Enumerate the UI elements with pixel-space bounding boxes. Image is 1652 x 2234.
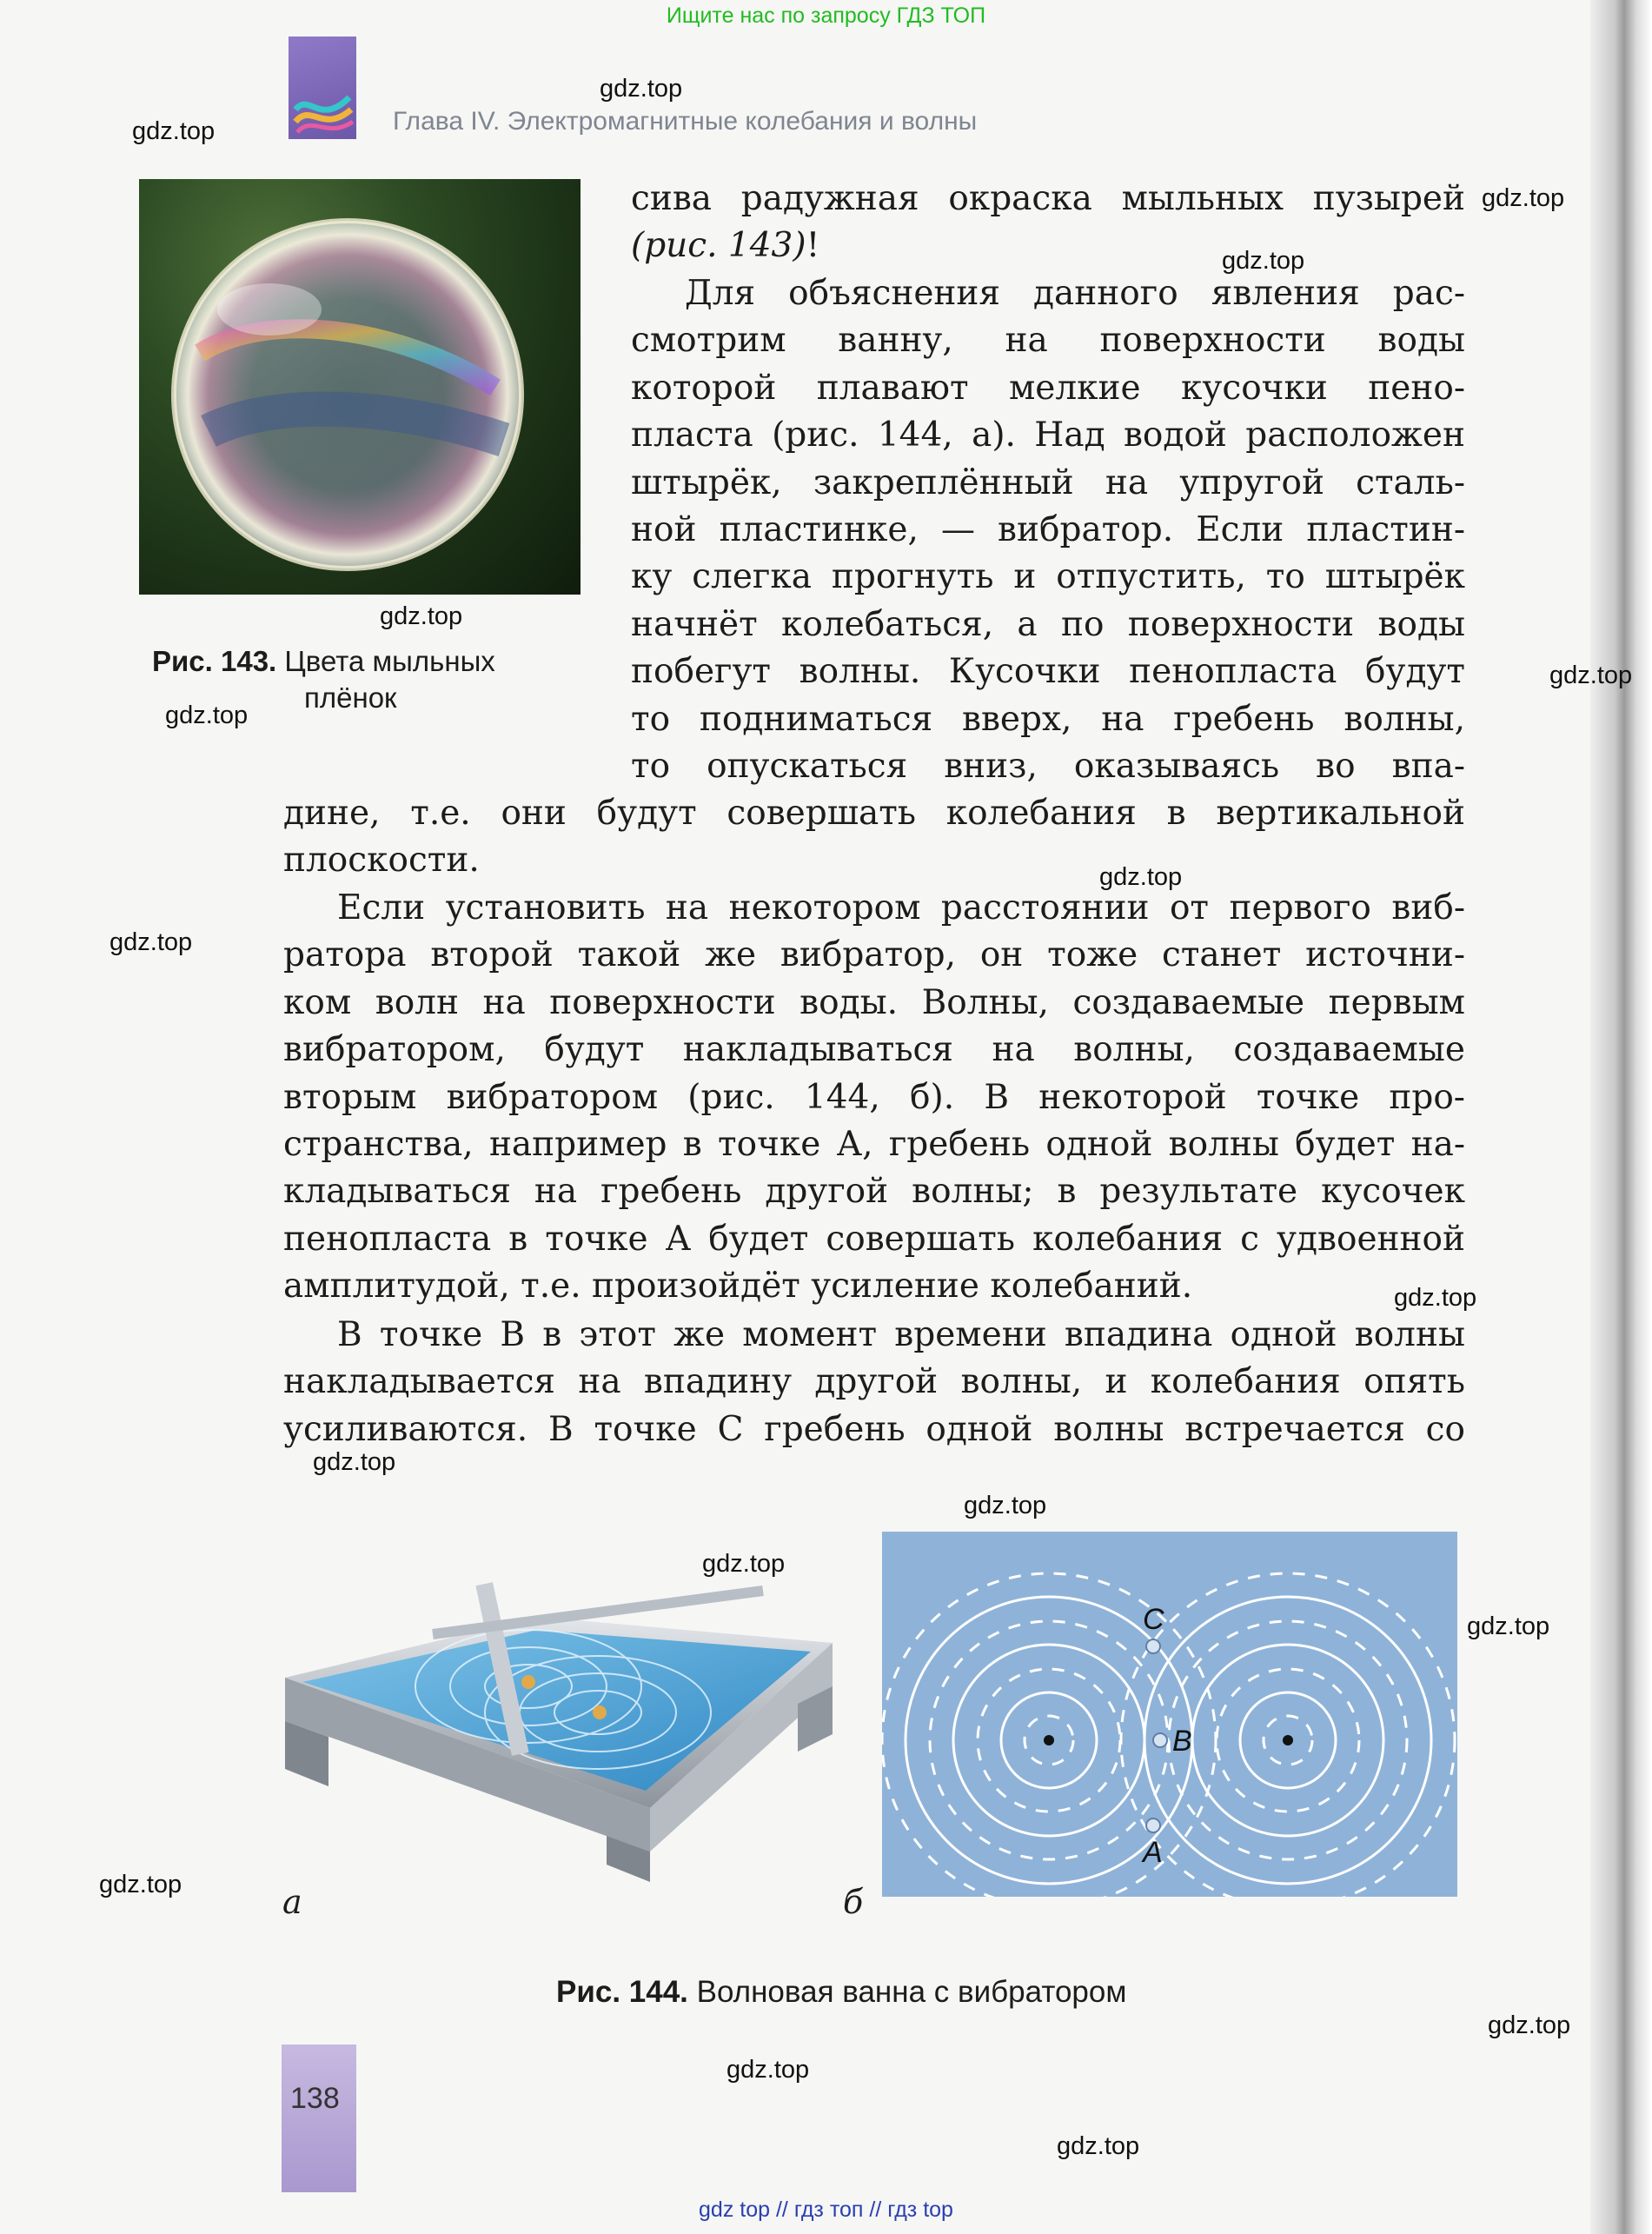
text-line: пласта (рис. 144, а). Над водой расположен [631, 416, 1465, 455]
text-line: Для объяснения данного явления рас- [685, 274, 1465, 313]
book-spine-shadow [1590, 0, 1652, 2234]
paragraph-3 [283, 885, 1465, 1311]
text-line: В точке В в этот же момент времени впадина одной волны [337, 1315, 1465, 1354]
watermark: gdz.top [600, 75, 683, 103]
chapter-title: Глава IV. Электромагнитные колебания и волны [393, 107, 978, 136]
figure-143-label: Рис. 143. [152, 645, 277, 677]
watermark: gdz.top [726, 2056, 810, 2084]
page-number-tab [282, 2045, 356, 2192]
watermark: gdz.top [1099, 863, 1183, 891]
watermark: gdz.top [1394, 1284, 1477, 1312]
paragraph-1 [631, 176, 1465, 270]
text-line: штырёк, закреплённый на упругой сталь- [631, 462, 1465, 502]
text-line: вибратором, будут накладываться на волны, создаваемые [283, 1030, 1465, 1070]
text-line: кладываться на гребень другой волны; в результате кусочек [283, 1172, 1465, 1212]
paragraph-2-lower [283, 790, 1465, 885]
text-line: сива радужная окраска мыльных пузырей [631, 179, 1465, 218]
watermark: gdz.top [702, 1550, 786, 1578]
footer-links[interactable]: gdz top // гдз топ // гдз top [699, 2197, 953, 2222]
text-line: ку слегка прогнуть и отпустить, то штырёк [631, 557, 1465, 597]
watermark: gdz.top [109, 928, 193, 956]
point-a-label: A [1143, 1836, 1163, 1869]
text-line: (рис. 143)! [631, 226, 820, 266]
text-line: смотрим ванну, на поверхности воды [631, 321, 1465, 361]
figure-143-caption-text: Цвета мыльных [284, 645, 495, 677]
text-line: ком волн на поверхности воды. Волны, создаваемые первым [283, 982, 1465, 1022]
text-line: ратора второй такой же вибратор, он тоже станет источни- [283, 935, 1465, 975]
interference-diagram [882, 1532, 1457, 1897]
watermark: gdz.top [165, 701, 249, 729]
text-line: пенопласта в точке А будет совершать колебания с удвоенной [283, 1219, 1465, 1259]
paragraph-4 [283, 1312, 1465, 1453]
text-line: накладывается на впадину другой волны, и колебания опять [283, 1362, 1465, 1402]
figure-144-caption [556, 1975, 1126, 2010]
text-line: усиливаются. В точке С гребень одной волны встречается со [283, 1409, 1465, 1449]
text-line: то опускаться вниз, оказываясь во впа- [631, 747, 1465, 787]
figure-143-caption-text-2: плёнок [304, 682, 397, 714]
text-line: побегут волны. Кусочки пенопласта будут [631, 652, 1465, 692]
watermark: gdz.top [313, 1448, 396, 1476]
top-search-link[interactable]: Ищите нас по запросу ГДЗ ТОП [666, 3, 986, 28]
wave-tank-illustration [276, 1582, 867, 1895]
watermark: gdz.top [99, 1871, 182, 1898]
text-line: плоскости. [283, 841, 480, 881]
figure-144-caption-text: Волновая ванна с вибратором [696, 1975, 1127, 2009]
watermark: gdz.top [380, 602, 463, 630]
text-line: ной пластинке, — вибратор. Если пластин- [631, 510, 1465, 550]
chapter-logo-icon [289, 37, 356, 139]
text-line: то подниматься вверх, на гребень волны, [631, 699, 1465, 739]
figure-144-label: Рис. 144. [556, 1975, 688, 2009]
watermark: gdz.top [1222, 247, 1305, 275]
text-line: Если установить на некотором расстоянии от первого виб- [337, 888, 1465, 928]
watermark: gdz.top [1482, 184, 1565, 212]
text-line: начнёт колебаться, а по поверхности воды [631, 604, 1465, 644]
point-b-label: B [1172, 1725, 1192, 1758]
soap-bubble-photo [139, 179, 581, 595]
text-line: которой плавают мелкие кусочки пено- [631, 368, 1465, 408]
watermark: gdz.top [1549, 662, 1633, 689]
figure-144a-label: а [282, 1883, 302, 1921]
watermark: gdz.top [1488, 2011, 1571, 2039]
point-c-label: C [1143, 1603, 1164, 1636]
text-line: странства, например в точке А, гребень одной волны будет на- [283, 1125, 1465, 1165]
watermark: gdz.top [1057, 2132, 1140, 2160]
paragraph-2-upper [631, 270, 1465, 790]
text-line: вторым вибратором (рис. 144, б). В некоторой точке про- [283, 1077, 1465, 1117]
page-number: 138 [290, 2082, 340, 2115]
figure-144b-label: б [843, 1883, 864, 1921]
watermark: gdz.top [1467, 1612, 1550, 1640]
text-line: амплитудой, т.е. произойдёт усиление колебаний. [283, 1267, 1193, 1306]
watermark: gdz.top [964, 1492, 1047, 1519]
watermark: gdz.top [132, 117, 216, 145]
text-line: дине, т.е. они будут совершать колебания в вертикальной [283, 794, 1465, 833]
